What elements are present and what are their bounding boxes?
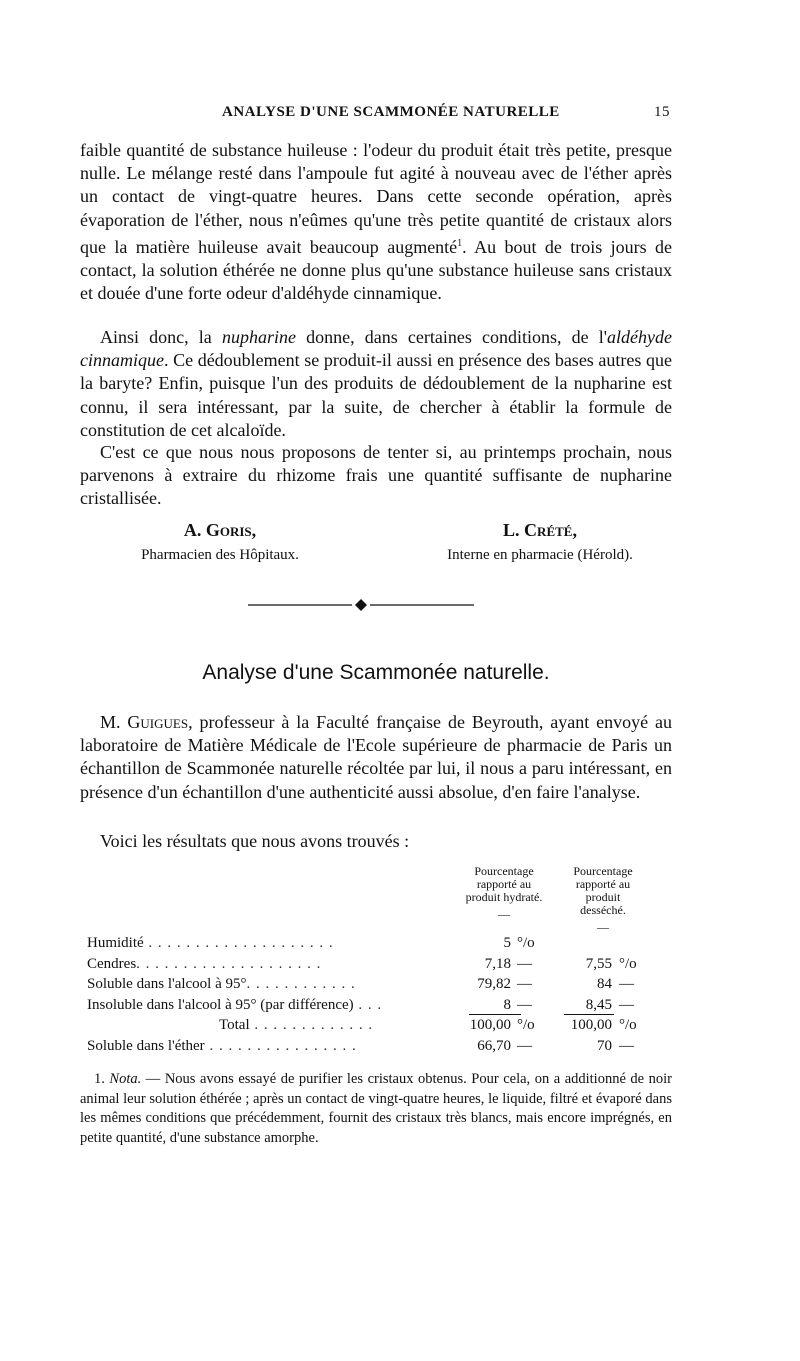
table-row	[87, 954, 667, 975]
value-hydrated: 100,00	[469, 1017, 511, 1033]
running-head	[80, 104, 670, 124]
paragraph-2-a: Ainsi donc, la	[100, 327, 222, 347]
value-dried: 7,55	[585, 955, 612, 972]
row-label: Humidité . . . . . . . . . . . . . . . . . . . .	[87, 935, 334, 951]
paragraph-5	[80, 830, 672, 853]
footnote-text: — Nous avons essayé de purifier les cristaux obtenus. Pour cela, on a additionné de noir animal leur solution éthérée ; après un contact de vingt-quatre heures, le liquide, filtré et évaporé dans les mêmes conditions que précédemment, fournit des cristaux très blancs, mais encore imprégnés, en petite quantité, d'une substance amorphe.	[80, 1071, 673, 1146]
row-label: Insoluble dans l'alcool à 95° (par différence) . . .	[87, 996, 383, 1013]
section-divider-ornament	[248, 597, 474, 613]
signature-role: Pharmacien des Hôpitaux.	[141, 547, 299, 563]
signature-name: A. Goris,	[183, 520, 257, 540]
paragraph-2-c: . Ce dédoublement se produit-il aussi en présence des bases autres que la baryte? Enfin, puisque l'un des produits de dédoublement de la nupharine est connu, il sera intéressant, par la suite, de chercher à établir la formule de constitution de cet alcaloïde.	[80, 350, 672, 440]
unit-hydrated: —	[517, 955, 532, 972]
term-aldehyde-cinnamique: aldéhyde cinnamique	[80, 327, 673, 371]
footnote-nota: Nota.	[109, 1071, 142, 1087]
value-dried: 8,45	[585, 996, 612, 1013]
value-hydrated: 5	[503, 935, 511, 951]
page-number: 15	[654, 104, 670, 120]
value-hydrated: 79,82	[477, 976, 511, 992]
footnote-reference: 1	[457, 237, 463, 249]
paragraph-5-text: Voici les résultats que nous avons trouvés :	[100, 831, 410, 851]
value-hydrated: 7,18	[484, 955, 511, 972]
paragraph-4	[80, 711, 672, 804]
table-column-header-dried	[562, 865, 644, 934]
signature-goris	[105, 520, 335, 564]
row-label: Total . . . . . . . . . . . . .	[219, 1017, 374, 1033]
paragraph-3-text: C'est ce que nous nous proposons de tenter si, au printemps prochain, nous parvenons à extraire du rhizome frais une quantité suffisante de nupharine cristallisée.	[80, 442, 672, 509]
value-dried: 70	[597, 1037, 612, 1054]
paragraph-3	[80, 441, 672, 511]
unit-dried: —	[619, 996, 634, 1013]
table-row	[87, 995, 667, 1016]
value-hydrated: 66,70	[477, 1037, 511, 1054]
signature-role: Interne en pharmacie (Hérold).	[447, 547, 633, 563]
value-dried: 100,00	[570, 1017, 612, 1033]
table-row-total	[87, 1015, 667, 1036]
results-table	[87, 933, 667, 1056]
footnote-number: 1.	[94, 1071, 105, 1087]
row-label: Soluble dans l'alcool à 95°. . . . . . . . . . . .	[87, 976, 356, 992]
signature-crete	[410, 520, 670, 564]
table-row	[87, 1036, 667, 1057]
column-header-text: Pourcentage rapporté au produit hydraté.	[465, 864, 543, 904]
row-label: Cendres. . . . . . . . . . . . . . . . . . . .	[87, 955, 322, 972]
signatures	[80, 520, 672, 580]
unit-hydrated: —	[517, 996, 532, 1013]
author-name-guigues: M. Guigues,	[100, 712, 193, 732]
term-nupharine: nupharine	[221, 327, 296, 347]
value-dried: 84	[597, 976, 612, 992]
row-label: Soluble dans l'éther . . . . . . . . . . . . . . . .	[87, 1037, 357, 1054]
unit-dried: °/o	[619, 955, 637, 972]
paragraph-1-end: . Au bout de trois jours de contact, la solution éthérée ne donne plus qu'une substance huileuse sans cristaux et douée d'une forte odeur d'aldéhyde cinnamique.	[80, 236, 672, 304]
paragraph-2	[80, 326, 672, 442]
unit-hydrated: °/o	[517, 935, 535, 951]
table-row	[87, 933, 667, 954]
paragraph-4-text: professeur à la Faculté française de Beyrouth, ayant envoyé au laboratoire de Matière Médicale de l'Ecole supérieure de pharmacie de Paris un échantillon de Scammonée naturelle récoltée par lui, il nous a paru intéressant, en présence d'un échantillon d'une authenticité aussi absolue, d'en faire l'analyse.	[80, 712, 673, 802]
signature-name: L. Crété,	[503, 520, 577, 540]
table-column-header-hydrated	[463, 865, 545, 921]
unit-dried: °/o	[619, 1017, 637, 1033]
unit-dried: —	[619, 1037, 634, 1054]
column-header-dash: —	[597, 920, 609, 934]
unit-hydrated: —	[517, 1037, 532, 1054]
paragraph-1	[80, 139, 672, 305]
value-hydrated: 8	[503, 996, 511, 1013]
footnote	[80, 1070, 672, 1148]
paragraph-1-text: faible quantité de substance huileuse : l'odeur du produit était très petite, presque nulle. Le mélange resté dans l'ampoule fut agité à nouveau avec de l'éther après un contact de vingt-quatre heures. Dans cette seconde opération, après évaporation de l'éther, nous n'eûmes qu'une très petite quantité de cristaux alors que la matière huileuse avait beaucoup augmenté	[80, 140, 672, 257]
column-header-text: Pourcentage rapporté au produit desséché.	[573, 864, 633, 917]
table-row	[87, 974, 667, 995]
paragraph-2-b: donne, dans certaines conditions, de l'	[295, 327, 608, 347]
column-header-dash: —	[498, 907, 510, 921]
unit-dried: —	[619, 976, 634, 992]
section-title: Analyse d'une Scammonée naturelle.	[202, 661, 550, 684]
running-title: ANALYSE D'UNE SCAMMONÉE NATURELLE	[222, 104, 560, 120]
unit-hydrated: °/o	[517, 1017, 535, 1033]
unit-hydrated: —	[517, 976, 532, 992]
